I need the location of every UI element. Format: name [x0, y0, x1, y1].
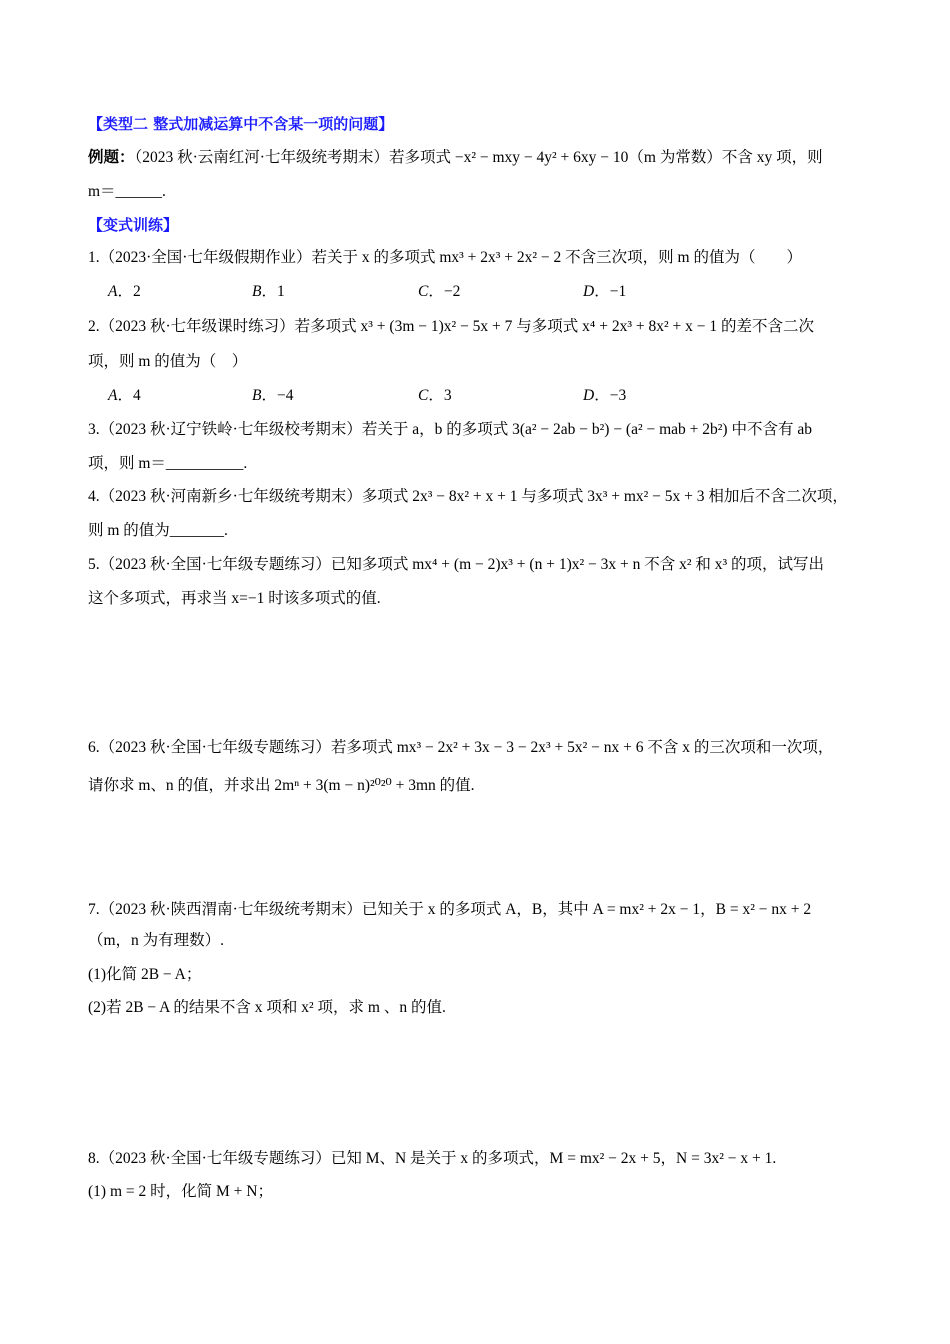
example-text: （2023 秋·云南红河·七年级统考期末）若多项式 −x² − mxy − 4y² + 6xy − 10（m 为常数）不含 xy 项，则: [134, 149, 823, 166]
question-2-line-1: 2.（2023 秋·七年级课时练习）若多项式 x³ + (3m − 1)x² − 5x + 7 与多项式 x⁴ + 2x³ + 8x² + x − 1 的差不含二次: [88, 318, 814, 335]
option-letter: C: [418, 387, 429, 404]
option-letter: D: [583, 387, 595, 404]
section-title: 【类型二 整式加减运算中不含某一项的问题】: [88, 115, 394, 133]
question-7-part-2: (2)若 2B − A 的结果不含 x 项和 x² 项，求 m 、n 的值.: [88, 999, 446, 1016]
question-3-line-2: 项，则 m＝__________.: [88, 455, 248, 472]
q2-option-c[interactable]: [418, 386, 452, 406]
practice-title: 【变式训练】: [88, 216, 179, 234]
example-line-1: [88, 148, 823, 168]
q2-option-a[interactable]: [108, 386, 141, 406]
question-7-part-1: (1)化简 2B − A；: [88, 966, 202, 983]
q1-option-a[interactable]: [108, 282, 141, 302]
question-6-line-1: 6.（2023 秋·全国·七年级专题练习）若多项式 mx³ − 2x² + 3x − 3 − 2x³ + 5x² − nx + 6 不含 x 的三次项和一次项，: [88, 739, 834, 756]
question-8-line-1: 8.（2023 秋·全国·七年级专题练习）已知 M、N 是关于 x 的多项式，M = mx² − 2x + 5，N = 3x² − x + 1.: [88, 1150, 777, 1167]
option-letter: A: [108, 387, 118, 404]
option-text: ．−4: [261, 387, 294, 404]
option-letter: B: [252, 387, 262, 404]
option-text: ．4: [117, 387, 141, 404]
q1-option-c[interactable]: [418, 282, 460, 302]
example-label: 例题：: [88, 149, 135, 166]
question-4-line-1: 4.（2023 秋·河南新乡·七年级统考期末）多项式 2x³ − 8x² + x + 1 与多项式 3x³ + mx² − 5x + 3 相加后不含二次项，: [88, 488, 848, 505]
option-text: ．−3: [594, 387, 627, 404]
question-7-line-1: 7.（2023 秋·陕西渭南·七年级统考期末）已知关于 x 的多项式 A，B，其中 A = mx² + 2x − 1，B = x² − nx + 2: [88, 901, 812, 918]
option-text: ．2: [117, 283, 141, 300]
q2-option-d[interactable]: [583, 386, 626, 406]
option-letter: A: [108, 283, 118, 300]
question-7-line-2: （m，n 为有理数）.: [88, 932, 225, 949]
option-letter: D: [583, 283, 595, 300]
question-5-line-1: 5.（2023 秋·全国·七年级专题练习）已知多项式 mx⁴ + (m − 2)x³ + (n + 1)x² − 3x + n 不含 x² 和 x³ 的项，试写出: [88, 556, 825, 573]
option-text: ．1: [261, 283, 285, 300]
option-text: ．−1: [594, 283, 627, 300]
question-2-line-2: 项，则 m 的值为（ ）: [88, 353, 248, 370]
example-line-2: m＝______.: [88, 183, 166, 200]
question-1: 1.（2023·全国·七年级假期作业）若关于 x 的多项式 mx³ + 2x³ + 2x² − 2 不含三次项，则 m 的值为（ ）: [88, 249, 802, 266]
question-5-line-2: 这个多项式，再求当 x=−1 时该多项式的值.: [88, 590, 381, 607]
q1-option-b[interactable]: [252, 282, 285, 302]
option-letter: B: [252, 283, 262, 300]
option-letter: C: [418, 283, 429, 300]
question-3-line-1: 3.（2023 秋·辽宁铁岭·七年级校考期末）若关于 a，b 的多项式 3(a² − 2ab − b²) − (a² − mab + 2b²) 中不含有 ab: [88, 421, 812, 438]
question-6-line-2: 请你求 m、n 的值，并求出 2mⁿ + 3(m − n)²⁰²⁰ + 3mn 的值.: [88, 777, 475, 794]
option-text: ．3: [428, 387, 452, 404]
question-4-line-2: 则 m 的值为_______.: [88, 522, 228, 539]
option-text: ．−2: [428, 283, 461, 300]
q2-option-b[interactable]: [252, 386, 293, 406]
q1-option-d[interactable]: [583, 282, 626, 302]
question-8-part-1: (1) m = 2 时，化简 M + N；: [88, 1183, 273, 1200]
